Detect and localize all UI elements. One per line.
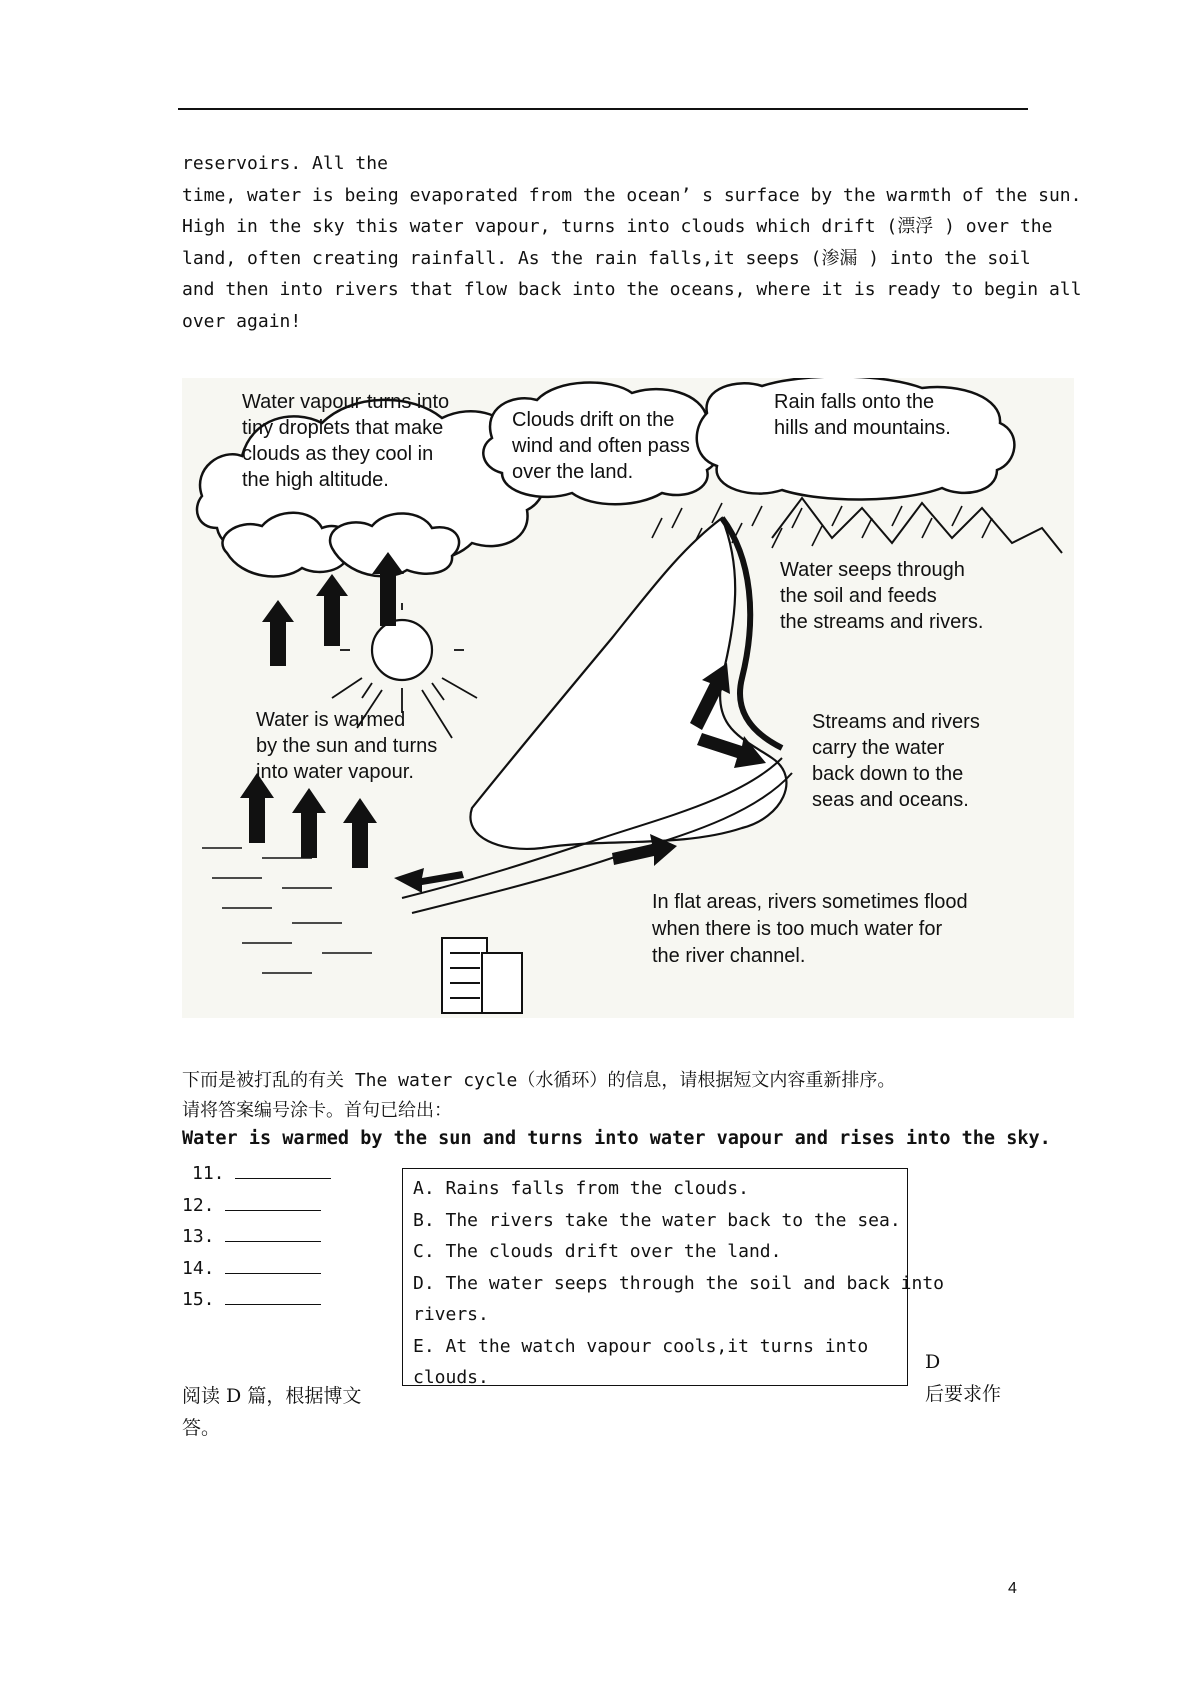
answer-blank[interactable] [225,1225,321,1242]
label-seeps-line: Water seeps through [780,559,965,581]
answer-blank[interactable] [235,1162,331,1179]
passage-line: over again! [182,310,302,332]
label-drift-line: Clouds drift on the [512,409,675,431]
label-streams-line: Streams and rivers [812,711,980,733]
svg-text:Rain falls onto thehills and m: Rain falls onto the hills and mountains. [774,391,951,439]
reading-instruction-line: 答。 [182,1417,221,1439]
blank-number: 12. [182,1194,215,1216]
passage-text [182,148,1082,337]
option-item: E. At the watch vapour cools,it turns into [413,1335,869,1357]
blank-number: 13. [182,1226,215,1247]
page-number: 4 [1008,1580,1017,1597]
instruction-line: 下而是被打乱的有关 The water cycle（水循环）的信息，请根据短文内容重新排序。 [182,1070,896,1091]
answer-blanks [182,1158,331,1316]
passage-line: land, often creating rainfall. As the rain falls,it seeps (渗漏 ) into the soil [182,247,1031,269]
passage-line: reservoirs. All the [182,153,388,174]
blank-number: 15. [182,1289,215,1310]
first-sentence: Water is warmed by the sun and turns into water vapour and rises into the sky. [182,1128,1051,1149]
svg-text:Water seeps throughthe soil an: Water seeps through the soil and feeds the streams and rivers. [780,559,984,633]
reading-instruction-right [925,1346,1001,1410]
option-item: rivers. [413,1304,489,1325]
passage-line: and then into rivers that flow back into the oceans, where it is ready to begin all [182,279,1082,300]
reading-instruction [182,1380,361,1444]
passage-line: time, water is being evaporated from the ocean’ s surface by the warmth of the sun. [182,184,1082,206]
option-item: clouds. [413,1367,489,1388]
svg-text:Streams and riverscarry the wa: Streams and rivers carry the water back down to the seas and oceans. [812,711,980,811]
option-item: A. Rains falls from the clouds. [413,1178,749,1199]
svg-text:In flat areas, rivers sometime: In flat areas, rivers sometimes flood when there is too much water for the river channel. [652,891,968,967]
blank-number: 14. [182,1257,215,1279]
reading-instruction-line: 后要求作 [925,1383,1002,1405]
label-flood-line: In flat areas, rivers sometimes flood [652,891,968,913]
label-rain-line: Rain falls onto the [774,391,935,413]
blank-number: 11. [192,1163,225,1184]
passage-letter: D [925,1351,941,1373]
option-item: D. The water seeps through the soil and back into [413,1272,945,1294]
label-warmed-line: Water is warmed [256,709,406,731]
svg-text:Clouds drift on thewind and of: Clouds drift on the wind and often pass over the land. [512,409,690,483]
label-vapour-cloud-line: Water vapour turns into [242,391,450,413]
option-item: C. The clouds drift over the land. [413,1241,782,1262]
options-box [402,1168,945,1388]
water-cycle-diagram [182,378,1074,1018]
answer-blank[interactable] [225,1288,321,1305]
header-rule [178,108,1028,110]
passage-line: High in the sky this water vapour, turns into clouds which drift (漂浮 ) over the [182,216,1053,237]
reading-instruction-line: 阅读 D 篇，根据博文 [182,1385,362,1407]
instruction-line: 请将答案编号涂卡。首句已给出： [182,1100,452,1121]
option-item: B. The rivers take the water back to the sea. [413,1209,901,1231]
svg-text:Water vapour turns intotiny dr: Water vapour turns into tiny droplets that make clouds as they cool in the high altitude. [242,391,450,491]
svg-text:Water is warmedby the sun and: Water is warmed by the sun and turns into water vapour. [256,709,438,783]
answer-blank[interactable] [225,1257,321,1274]
answer-blank[interactable] [225,1194,321,1211]
